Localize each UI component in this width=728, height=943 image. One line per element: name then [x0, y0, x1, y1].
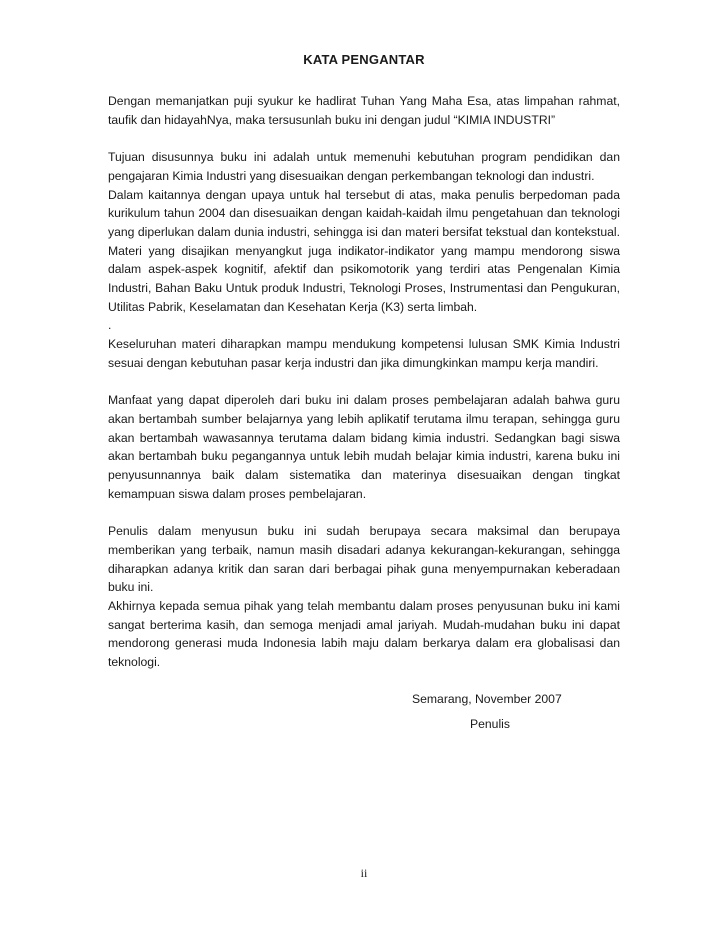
- author-name: Penulis: [470, 717, 510, 732]
- paragraph-spacer: [108, 503, 620, 522]
- paragraph-opening: Dengan memanjatkan puji syukur ke hadlirat Tuhan Yang Maha Esa, atas limpahan rahmat, taufik dan hidayahNya, maka tersusunlah buku ini dengan judul “KIMIA INDUSTRI”: [108, 94, 620, 127]
- signoff-place-date-row: [108, 690, 620, 709]
- paragraph-benefits: Manfaat yang dapat diperoleh dari buku ini dalam proses pembelajaran adalah bahwa guru akan bertambah sumber belajarnya yang lebih aplikatif terutama ilmu terapan, sehingga guru akan bertambah wawasannya terutama dalam bidang kimia industri. Sedangkan bagi siswa akan bertambah buku pegangannya untuk lebih mudah belajar kimia industri, karena buku ini penyusunnannya baik dalam sistematika dan materinya disesuaikan dengan tingkat kemampuan siswa dalam proses pembelajaran.: [108, 393, 620, 501]
- paragraph-dot: .: [108, 318, 112, 333]
- place-date: Semarang, November 2007: [412, 692, 562, 707]
- paragraph-spacer: [108, 672, 620, 691]
- document-page: [108, 52, 620, 734]
- paragraph-spacer: [108, 373, 620, 392]
- paragraph-purpose: Tujuan disusunnya buku ini adalah untuk memenuhi kebutuhan program pendidikan dan pengajaran Kimia Industri yang disesuaikan dengan perkembangan teknologi dan industri.: [108, 150, 620, 183]
- paragraph-competency: Keseluruhan materi diharapkan mampu mendukung kompetensi lulusan SMK Kimia Industri sesuai dengan kebutuhan pasar kerja industri dan jika dimungkinkan mampu kerja mandiri.: [108, 337, 620, 370]
- paragraph-thanks: Akhirnya kepada semua pihak yang telah membantu dalam proses penyusunan buku ini kami sangat berterima kasih, dan semoga menjadi amal jariyah. Mudah-mudahan buku ini dapat mendorong generasi muda Indonesia labih maju dalam berkarya dalam era globalisasi dan teknologi.: [108, 598, 620, 670]
- signoff-author-row: [108, 715, 620, 734]
- paragraph-shortcomings: Penulis dalam menyusun buku ini sudah berupaya secara maksimal dan berupaya memberikan yang terbaik, namun masih disadari adanya kekurangan-kekurangan, sehingga diharapkan adanya kritik dan saran dari berbagai pihak guna menyempurnakan keberadaan buku ini.: [108, 524, 620, 595]
- page-number: ii: [360, 866, 368, 880]
- paragraph-spacer: [108, 129, 620, 148]
- page-title: KATA PENGANTAR: [303, 52, 425, 67]
- paragraph-curriculum: Dalam kaitannya dengan upaya untuk hal tersebut di atas, maka penulis berpedoman pada kurikulum tahun 2004 dan disesuaikan dengan kaidah-kaidah ilmu pengetahuan dan teknologi yang diperlukan dalam dunia industri, sehingga isi dan materi bersifat tekstual dan kontekstual. Materi yang disajikan menyangkut juga indikator-indikator yang mampu mendorong siswa dalam aspek-aspek kognitif, afektif dan psikomotorik yang terdiri atas Pengenalan Kimia Industri, Bahan Baku Untuk produk Industri, Teknologi Proses, Instrumentasi dan Pengukuran, Utilitas Pabrik, Keselamatan dan Kesehatan Kerja (K3) serta limbah.: [108, 187, 620, 314]
